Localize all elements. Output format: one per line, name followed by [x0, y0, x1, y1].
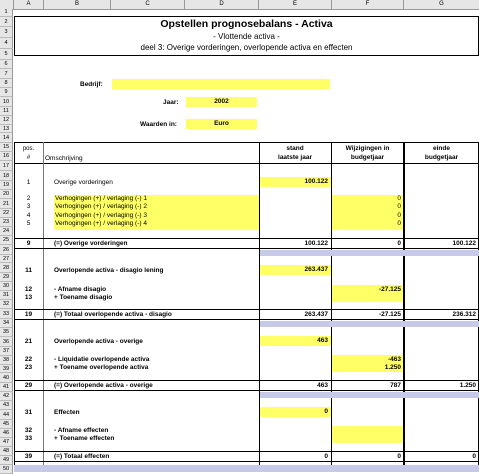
- s1-item-change[interactable]: 0: [397, 212, 401, 219]
- row-header[interactable]: 5: [0, 49, 13, 60]
- s4-changes-input-band[interactable]: [332, 426, 403, 443]
- s4-total-pos: 39: [24, 453, 33, 460]
- s3-item-label: - Liquidatie overlopende activa: [54, 356, 150, 363]
- s1-item-label[interactable]: Verhogingen (+) / verlaging (-) 1: [55, 195, 147, 202]
- title-border-top: [14, 16, 479, 17]
- company-label: Bedrijf:: [80, 81, 103, 88]
- column-header-b[interactable]: B: [44, 0, 111, 10]
- s3-label: Overlopende activa - overige: [54, 338, 143, 345]
- page-title: Opstellen prognosebalans - Activa: [160, 18, 333, 30]
- s3-item-change[interactable]: -463: [387, 356, 401, 363]
- col-changes-header-top: Wijzigingen in: [345, 145, 390, 152]
- s1-total-v1: 100.122: [304, 240, 328, 247]
- s1-item-pos: 2: [26, 195, 31, 202]
- s4-total-bottom-border: [14, 461, 479, 462]
- s4-pos: 31: [24, 409, 33, 416]
- row-header[interactable]: 23: [0, 218, 13, 227]
- row-header[interactable]: 15: [0, 143, 13, 152]
- row-header[interactable]: 41: [0, 383, 13, 392]
- s3-total-label: (=) Overlopende activa - overige: [54, 382, 153, 389]
- row-header[interactable]: 10: [0, 97, 13, 107]
- s3-total-v2: 787: [390, 382, 401, 389]
- s1-total-bottom-border: [14, 248, 479, 249]
- s1-total-v3: 100.122: [452, 240, 476, 247]
- row-header[interactable]: 19: [0, 181, 13, 190]
- column-header-c[interactable]: C: [111, 0, 185, 10]
- row-header[interactable]: 48: [0, 447, 13, 456]
- s4-item-pos: 32: [24, 427, 33, 434]
- row-header[interactable]: 22: [0, 209, 13, 218]
- row-header[interactable]: 47: [0, 438, 13, 447]
- s3-item-label: + Toename overlopende activa: [54, 364, 149, 371]
- s1-item-change[interactable]: 0: [397, 203, 401, 210]
- s4-separator-band: [14, 465, 479, 472]
- s1-item-pos: 5: [26, 220, 31, 227]
- s3-item-change[interactable]: 1.250: [384, 364, 401, 371]
- s1-separator-band: [260, 250, 479, 256]
- row-header[interactable]: 43: [0, 401, 13, 410]
- row-header[interactable]: 24: [0, 227, 13, 236]
- s1-item-pos: 3: [26, 203, 31, 210]
- column-header-a[interactable]: A: [14, 0, 44, 10]
- row-header[interactable]: 4: [0, 38, 13, 49]
- s3-total-bottom-border: [14, 390, 479, 391]
- s3-separator-band: [260, 392, 479, 398]
- table-col-f-rule: [331, 142, 332, 465]
- s3-total-top-border: [14, 380, 479, 381]
- row-header[interactable]: 30: [0, 282, 13, 291]
- company-input[interactable]: [112, 79, 330, 89]
- row-header[interactable]: 42: [0, 392, 13, 401]
- column-header-e[interactable]: E: [259, 0, 332, 10]
- row-header[interactable]: 26: [0, 245, 13, 255]
- year-label: Jaar:: [163, 99, 179, 106]
- column-header-f[interactable]: F: [332, 0, 404, 10]
- col-changes-header-bottom: budgetjaar: [350, 154, 385, 161]
- s1-item-change[interactable]: 0: [397, 195, 401, 202]
- row-header[interactable]: 3: [0, 27, 13, 38]
- s2-item-label: + Toename disagio: [54, 294, 113, 301]
- row-header[interactable]: 38: [0, 356, 13, 365]
- row-header[interactable]: 40: [0, 373, 13, 383]
- row-header[interactable]: 34: [0, 319, 13, 328]
- s2-item-pos: 12: [24, 286, 33, 293]
- year-value: 2002: [214, 98, 229, 105]
- s1-item-label[interactable]: Verhogingen (+) / verlaging (-) 2: [55, 203, 147, 210]
- pos-header-top: pos.: [22, 146, 35, 152]
- row-header[interactable]: 35: [0, 328, 13, 337]
- table-pos-rule: [43, 142, 44, 465]
- s2-item-pos: 13: [24, 294, 33, 301]
- s2-label: Overlopende activa - disagio lening: [54, 267, 164, 274]
- row-header[interactable]: 20: [0, 190, 13, 199]
- s1-total-pos: 9: [26, 240, 31, 247]
- row-header[interactable]: 21: [0, 199, 13, 209]
- s4-label: Effecten: [54, 409, 80, 416]
- row-header[interactable]: 45: [0, 420, 13, 429]
- s1-item-label[interactable]: Verhogingen (+) / verlaging (-) 3: [55, 212, 147, 219]
- row-header[interactable]: 39: [0, 365, 13, 374]
- s2-total-v2: -27.125: [378, 311, 401, 318]
- s4-total-v2: 0: [397, 453, 401, 460]
- s4-total-v3: 0: [472, 453, 476, 460]
- s1-total-label: (=) Overige vorderingen: [54, 240, 128, 247]
- row-header[interactable]: 25: [0, 236, 13, 245]
- s2-value: 263.437: [304, 266, 328, 273]
- page-part-title: deel 3: Overige vorderingen, overlopende activa en effecten: [140, 43, 353, 52]
- s2-item-label: - Afname disagio: [54, 286, 107, 293]
- description-header: Omschrijving: [45, 155, 83, 162]
- s2-item-change[interactable]: -27.125: [378, 286, 401, 293]
- s1-item-label[interactable]: Verhogingen (+) / verlaging (-) 4: [55, 220, 147, 227]
- s2-total-bottom-border: [14, 319, 479, 320]
- s2-total-pos: 19: [24, 311, 33, 318]
- s4-item-label: - Afname effecten: [54, 427, 109, 434]
- row-header[interactable]: 37: [0, 347, 13, 356]
- table-header-top-border: [14, 142, 479, 143]
- col-end-header-bottom: budgetjaar: [424, 154, 459, 161]
- s4-total-v1: 0: [324, 453, 328, 460]
- s2-total-top-border: [14, 309, 479, 310]
- s2-pos: 11: [25, 267, 32, 274]
- row-header[interactable]: 33: [0, 309, 13, 319]
- s2-total-v1: 263.437: [304, 311, 328, 318]
- row-header[interactable]: 44: [0, 410, 13, 420]
- s3-total-v3: 1.250: [459, 382, 476, 389]
- col-end-header-top: einde: [433, 145, 450, 152]
- row-header[interactable]: 49: [0, 456, 13, 465]
- row-header[interactable]: 12: [0, 116, 13, 125]
- table-left-border: [14, 142, 15, 465]
- row-header[interactable]: 46: [0, 429, 13, 438]
- s3-total-v1: 463: [317, 382, 328, 389]
- row-header[interactable]: 13: [0, 125, 13, 134]
- row-header[interactable]: 7: [0, 69, 13, 79]
- row-header[interactable]: 14: [0, 133, 13, 143]
- s1-value: 100.122: [304, 178, 328, 185]
- values-value: Euro: [214, 120, 229, 127]
- s1-total-v2: 0: [397, 240, 401, 247]
- s2-total-v3: 236.312: [452, 311, 476, 318]
- values-label: Waarden in:: [140, 121, 177, 128]
- column-header-g[interactable]: G: [404, 0, 479, 10]
- row-header[interactable]: 27: [0, 255, 13, 264]
- row-header[interactable]: 16: [0, 152, 13, 161]
- s1-label: Overige vorderingen: [54, 179, 113, 186]
- s1-item-change[interactable]: 0: [397, 220, 401, 227]
- col-stand-header-top: stand: [286, 145, 304, 152]
- title-border-bottom: [14, 55, 479, 56]
- s1-total-top-border: [14, 238, 479, 239]
- row-header[interactable]: 29: [0, 273, 13, 282]
- s3-pos: 21: [24, 338, 33, 345]
- row-header[interactable]: 11: [0, 107, 13, 116]
- row-header[interactable]: 28: [0, 263, 13, 273]
- s1-item-pos: 4: [26, 212, 31, 219]
- s1-pos: 1: [26, 179, 31, 186]
- column-header-d[interactable]: D: [185, 0, 259, 10]
- row-header[interactable]: 50: [0, 465, 13, 474]
- s3-item-pos: 22: [24, 356, 33, 363]
- row-header[interactable]: 1: [0, 9, 13, 17]
- s4-value: 0: [324, 408, 328, 415]
- table-header-bottom-border: [14, 163, 479, 164]
- s3-item-pos: 23: [24, 364, 33, 371]
- s4-item-label: + Toename effecten: [54, 435, 115, 442]
- row-header[interactable]: 2: [0, 17, 13, 27]
- row-header[interactable]: 8: [0, 79, 13, 88]
- col-stand-header-bottom: laatste jaar: [278, 154, 312, 161]
- s3-total-pos: 29: [24, 382, 33, 389]
- s4-item-pos: 33: [24, 435, 33, 442]
- row-header[interactable]: 32: [0, 300, 13, 309]
- s2-separator-band: [260, 321, 479, 327]
- s3-value: 463: [317, 337, 328, 344]
- row-header[interactable]: 31: [0, 291, 13, 300]
- row-header[interactable]: 17: [0, 161, 13, 171]
- row-header[interactable]: 6: [0, 60, 13, 69]
- table-col-g-rule: [403, 142, 405, 465]
- row-header[interactable]: 18: [0, 171, 13, 181]
- row-header[interactable]: 36: [0, 337, 13, 347]
- row-header[interactable]: 9: [0, 88, 13, 97]
- s4-total-top-border: [14, 451, 479, 452]
- pos-header-bottom: #: [26, 155, 31, 161]
- page-subtitle: - Vlottende activa -: [213, 32, 280, 41]
- s4-total-label: (=) Totaal effecten: [54, 453, 110, 460]
- s2-total-label: (=) Totaal overlopende activa - disagio: [54, 311, 172, 318]
